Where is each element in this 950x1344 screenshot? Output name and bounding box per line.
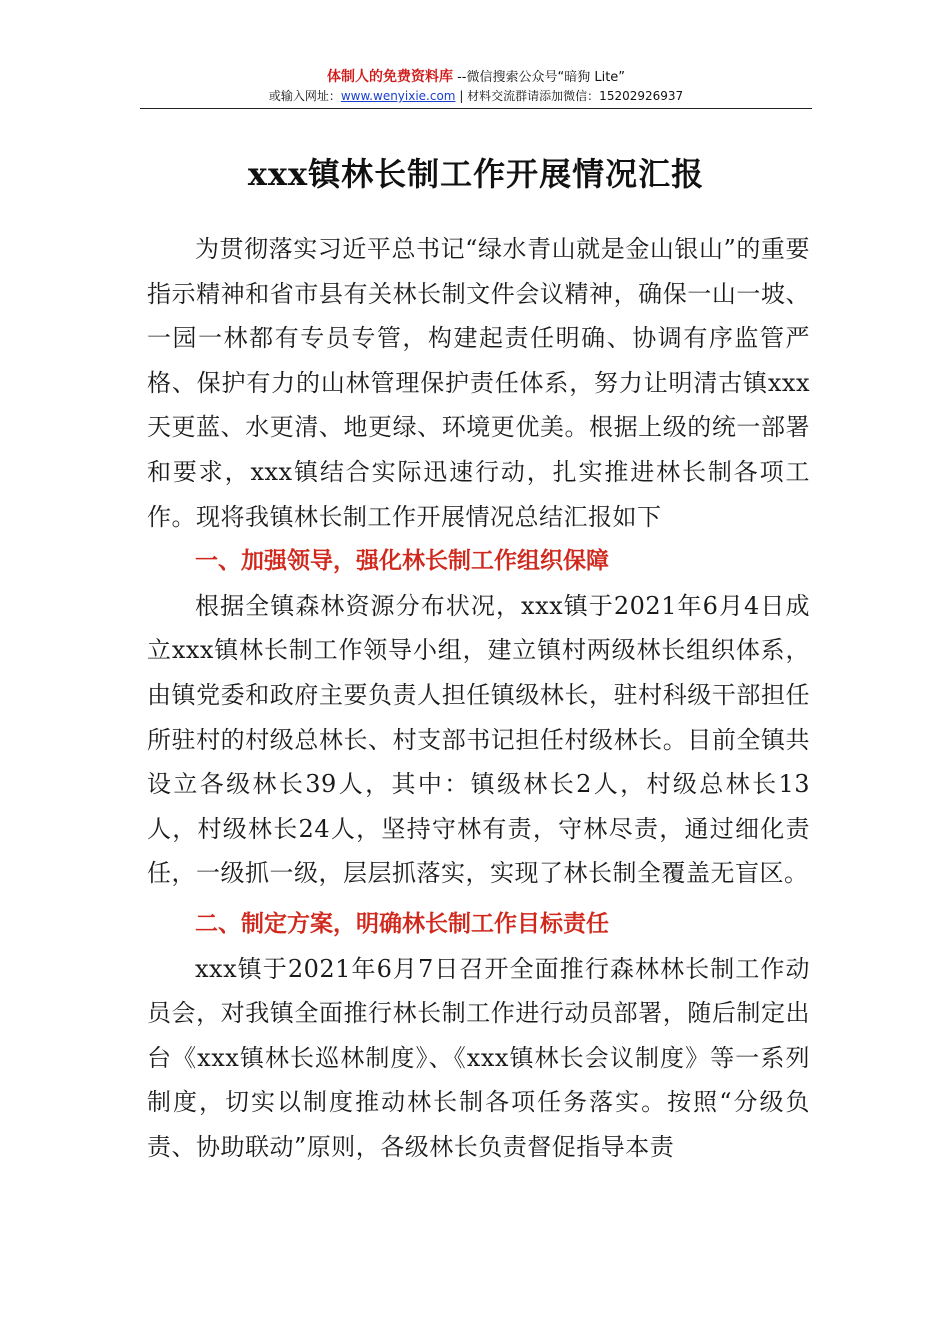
section-heading: 一、加强领导，强化林长制工作组织保障 [195, 548, 609, 575]
header-website-link[interactable]: www.wenyixie.com [340, 89, 456, 103]
header-url-prefix: 或输入网址： [268, 89, 341, 103]
section-paragraph: 根据全镇森林资源分布状况，xxx镇于2021年6月4日成立xxx镇林长制工作领导小组，建立镇村两级林长组织体系，由镇党委和政府主要负责人担任镇级林长，驻村科级干部担任所驻村的村级总林长、村支部书记担任村级林长。目前全镇共设立各级林长39人，其中：镇级林长2人，村级总林长13人，村级林长24人，坚持守林有责，守林尽责，通过细化责任，一级抓一级，层层抓落实，实现了林长制全覆盖无盲区。 [147, 591, 810, 888]
header-promo-line [140, 68, 812, 87]
header-wechat-note: --微信搜索公众号“暗狗 Lite” [457, 70, 626, 85]
header-divider [140, 108, 812, 109]
header-contact: | 材料交流群请添加微信：15202926937 [459, 89, 684, 103]
header-brand: 体制人的免费资料库 [326, 69, 453, 85]
section-heading: 二、制定方案，明确林长制工作目标责任 [195, 910, 609, 937]
header-contact-line [140, 87, 812, 105]
document-title: xxx镇林长制工作开展情况汇报 [247, 155, 705, 193]
intro-paragraph: 为贯彻落实习近平总书记“绿水青山就是金山银山”的重要指示精神和省市县有关林长制文件会议精神，确保一山一坡、一园一林都有专员专管，构建起责任明确、协调有序监管严格、保护有力的山林管理保护责任体系，努力让明清古镇xxx天更蓝、水更清、地更绿、环境更优美。根据上级的统一部署和要求，xxx镇结合实际迅速行动，扎实推进林长制各项工作。现将我镇林长制工作开展情况总结汇报如下 [147, 235, 810, 531]
document-body [147, 227, 810, 1169]
page-header [140, 68, 812, 105]
section-paragraph: xxx镇于2021年6月7日召开全面推行森林林长制工作动员会，对我镇全面推行林长制工作进行动员部署，随后制定出台《xxx镇林长巡林制度》、《xxx镇林长会议制度》等一系列制度，切实以制度推动林长制各项任务落实。按照“分级负责、协助联动”原则，各级林长负责督促指导本责 [147, 954, 810, 1161]
